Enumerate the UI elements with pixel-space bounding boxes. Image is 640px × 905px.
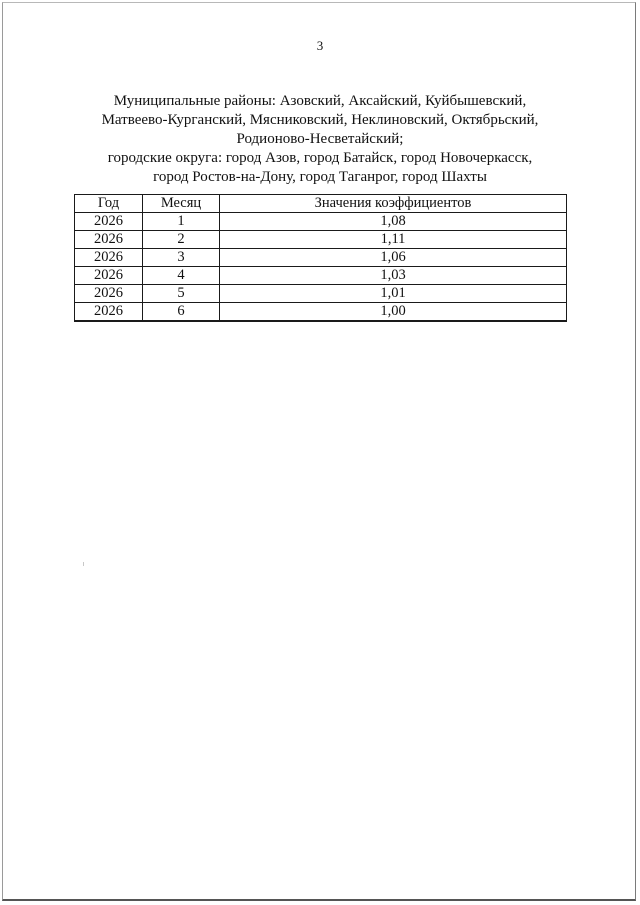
- cell-value: 1,03: [220, 267, 567, 285]
- cell-value: 1,08: [220, 213, 567, 231]
- table-row: [75, 249, 567, 267]
- table-row: [75, 213, 567, 231]
- header-value: Значения коэффициентов: [220, 195, 567, 213]
- table-header-row: [75, 195, 567, 213]
- cell-year: 2026: [75, 303, 143, 322]
- heading-line: городские округа: город Азов, город Батайск, город Новочеркасск,: [107, 150, 533, 166]
- heading-line: город Ростов-на-Дону, город Таганрог, город Шахты: [153, 169, 487, 185]
- cell-year: 2026: [75, 213, 143, 231]
- cell-year: 2026: [75, 285, 143, 303]
- cell-year: 2026: [75, 267, 143, 285]
- cell-value: 1,11: [220, 231, 567, 249]
- cell-month: 6: [143, 303, 220, 322]
- cell-value: 1,01: [220, 285, 567, 303]
- heading-line: Родионово-Несветайский;: [236, 131, 404, 147]
- table-row: [75, 285, 567, 303]
- cell-year: 2026: [75, 231, 143, 249]
- page-number: 3: [316, 38, 324, 53]
- table-row: [75, 303, 567, 322]
- heading-line: Матвеево-Курганский, Мясниковский, Неклиновский, Октябрьский,: [101, 112, 539, 128]
- header-year: Год: [75, 195, 143, 213]
- table-row: [75, 267, 567, 285]
- header-month: Месяц: [143, 195, 220, 213]
- cell-year: 2026: [75, 249, 143, 267]
- cell-value: 1,06: [220, 249, 567, 267]
- table-row: [75, 231, 567, 249]
- coefficients-table: [74, 194, 567, 322]
- cell-month: 5: [143, 285, 220, 303]
- cell-value: 1,00: [220, 303, 567, 322]
- cell-month: 4: [143, 267, 220, 285]
- scan-speck: [83, 562, 84, 566]
- cell-month: 2: [143, 231, 220, 249]
- heading-line: Муниципальные районы: Азовский, Аксайский, Куйбышевский,: [113, 93, 527, 109]
- cell-month: 1: [143, 213, 220, 231]
- region-heading: [60, 92, 580, 187]
- cell-month: 3: [143, 249, 220, 267]
